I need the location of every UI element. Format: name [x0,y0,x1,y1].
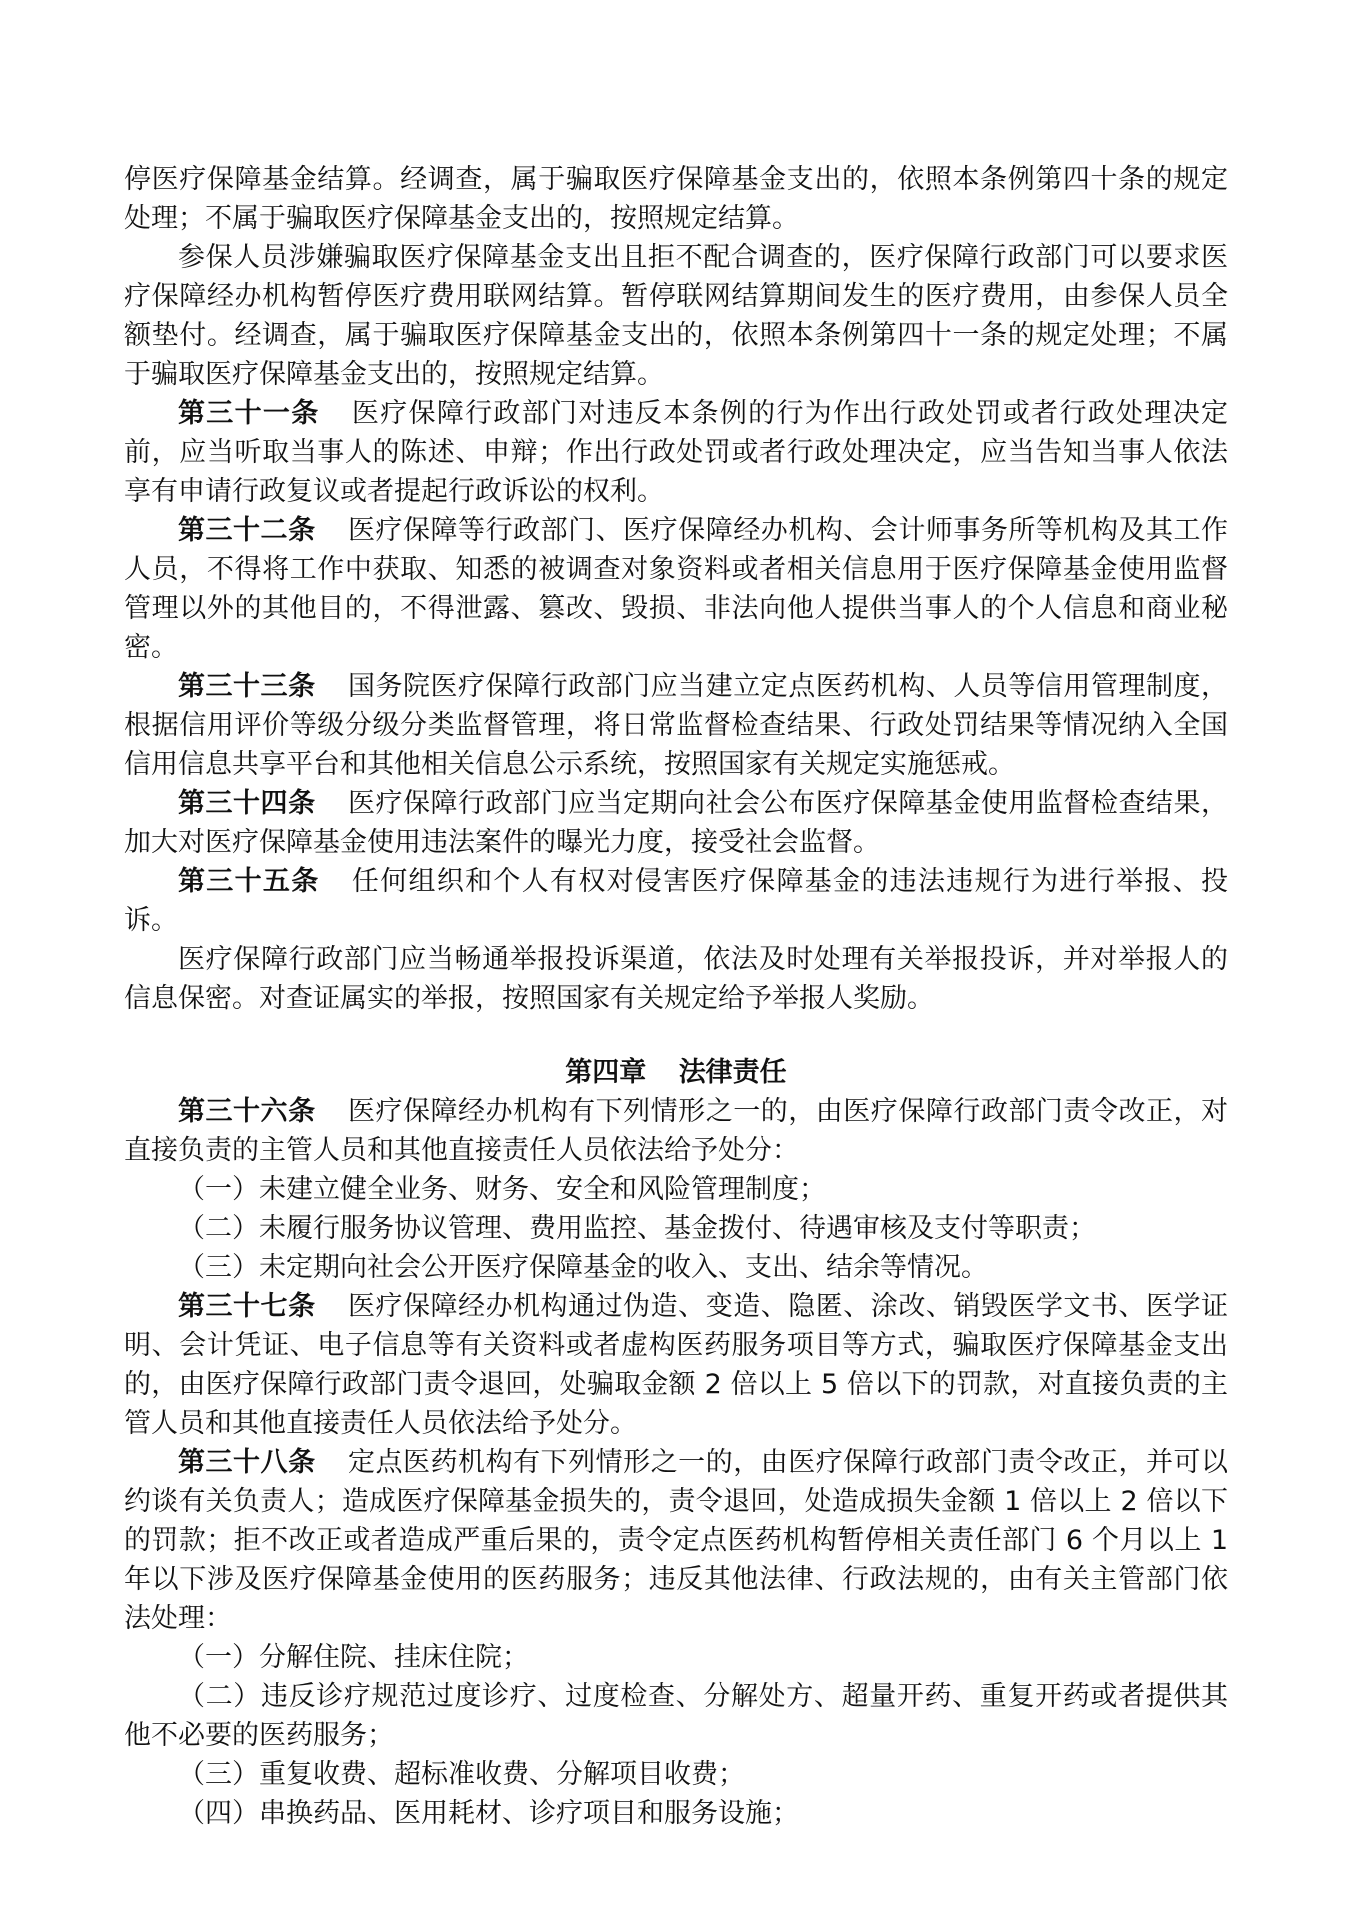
list-item: （一）分解住院、挂床住院； [178,1642,529,1673]
article-label: 第三十六条 [178,1096,316,1127]
article-text: 医疗保障行政部门对违反本条例的行为作出行政处罚或者行政处理决定前，应当听取当事人的陈述、申辩；作出行政处罚或者行政处理决定，应当告知当事人依法享有申请行政复议或者提起行政诉讼的权利。 [124,398,1228,507]
list-item: （三）重复收费、超标准收费、分解项目收费； [178,1759,745,1790]
article-34 [124,784,1228,862]
list-item: （二）未履行服务协议管理、费用监控、基金拨付、待遇审核及支付等职责； [178,1213,1096,1244]
article-33 [124,667,1228,784]
article-text: 定点医药机构有下列情形之一的，由医疗保障行政部门责令改正，并可以约谈有关负责人；造成医疗保障基金损失的，责令退回，处造成损失金额 1 倍以上 2 倍以下的罚款；拒不改正或者造成严重后果的，责令定点医药机构暂停相关责任部门 6 个月以上 1 年以下涉及医疗保障基金使用的医药服务；违反其他法律、行政法规的，由有关主管部门依法处理： [124,1447,1229,1634]
article-31 [124,394,1228,511]
article-35-continuation: 医疗保障行政部门应当畅通举报投诉渠道，依法及时处理有关举报投诉，并对举报人的信息保密。对查证属实的举报，按照国家有关规定给予举报人奖励。 [124,944,1228,1014]
list-item: （四）串换药品、医用耗材、诊疗项目和服务设施； [178,1798,799,1829]
article-36 [124,1092,1228,1170]
article-text: 医疗保障经办机构有下列情形之一的，由医疗保障行政部门责令改正，对直接负责的主管人员和其他直接责任人员依法给予处分： [124,1096,1229,1166]
document-page [124,160,1228,1833]
article-label: 第三十四条 [178,788,316,819]
article-label: 第三十五条 [178,866,320,897]
list-item: （三）未定期向社会公开医疗保障基金的收入、支出、结余等情况。 [178,1252,988,1283]
list-item: （二）违反诊疗规范过度诊疗、过度检查、分解处方、超量开药、重复开药或者提供其他不必要的医药服务； [124,1681,1228,1751]
article-35 [124,862,1228,940]
article-37 [124,1287,1228,1443]
article-text: 医疗保障经办机构通过伪造、变造、隐匿、涂改、销毁医学文书、医学证明、会计凭证、电子信息等有关资料或者虚构医药服务项目等方式，骗取医疗保障基金支出的，由医疗保障行政部门责令退回，处骗取金额 2 倍以上 5 倍以下的罚款，对直接负责的主管人员和其他直接责任人员依法给予处分。 [124,1291,1229,1439]
article-text: 国务院医疗保障行政部门应当建立定点医药机构、人员等信用管理制度，根据信用评价等级分级分类监督管理，将日常监督检查结果、行政处罚结果等情况纳入全国信用信息共享平台和其他相关信息公示系统，按照国家有关规定实施惩戒。 [124,671,1229,780]
article-label: 第三十二条 [178,515,316,546]
list-item: （一）未建立健全业务、财务、安全和风险管理制度； [178,1174,826,1205]
chapter-title: 法律责任 [678,1057,787,1088]
article-label: 第三十一条 [178,398,320,429]
article-label: 第三十八条 [178,1447,316,1478]
article-label: 第三十七条 [178,1291,316,1322]
chapter-number: 第四章 [565,1057,647,1088]
article-32 [124,511,1228,667]
paragraph: 参保人员涉嫌骗取医疗保障基金支出且拒不配合调查的，医疗保障行政部门可以要求医疗保障经办机构暂停医疗费用联网结算。暂停联网结算期间发生的医疗费用，由参保人员全额垫付。经调查，属于骗取医疗保障基金支出的，依照本条例第四十一条的规定处理；不属于骗取医疗保障基金支出的，按照规定结算。 [124,242,1228,390]
article-text: 任何组织和个人有权对侵害医疗保障基金的违法违规行为进行举报、投诉。 [124,866,1228,936]
article-label: 第三十三条 [178,671,316,702]
article-text: 医疗保障等行政部门、医疗保障经办机构、会计师事务所等机构及其工作人员，不得将工作中获取、知悉的被调查对象资料或者相关信息用于医疗保障基金使用监督管理以外的其他目的，不得泄露、篡改、毁损、非法向他人提供当事人的个人信息和商业秘密。 [124,515,1229,663]
article-38 [124,1443,1228,1638]
article-text: 医疗保障行政部门应当定期向社会公布医疗保障基金使用监督检查结果，加大对医疗保障基金使用违法案件的曝光力度，接受社会监督。 [124,788,1229,858]
chapter-heading [124,1053,1228,1092]
paragraph-continuation: 停医疗保障基金结算。经调查，属于骗取医疗保障基金支出的，依照本条例第四十条的规定处理；不属于骗取医疗保障基金支出的，按照规定结算。 [124,164,1228,234]
